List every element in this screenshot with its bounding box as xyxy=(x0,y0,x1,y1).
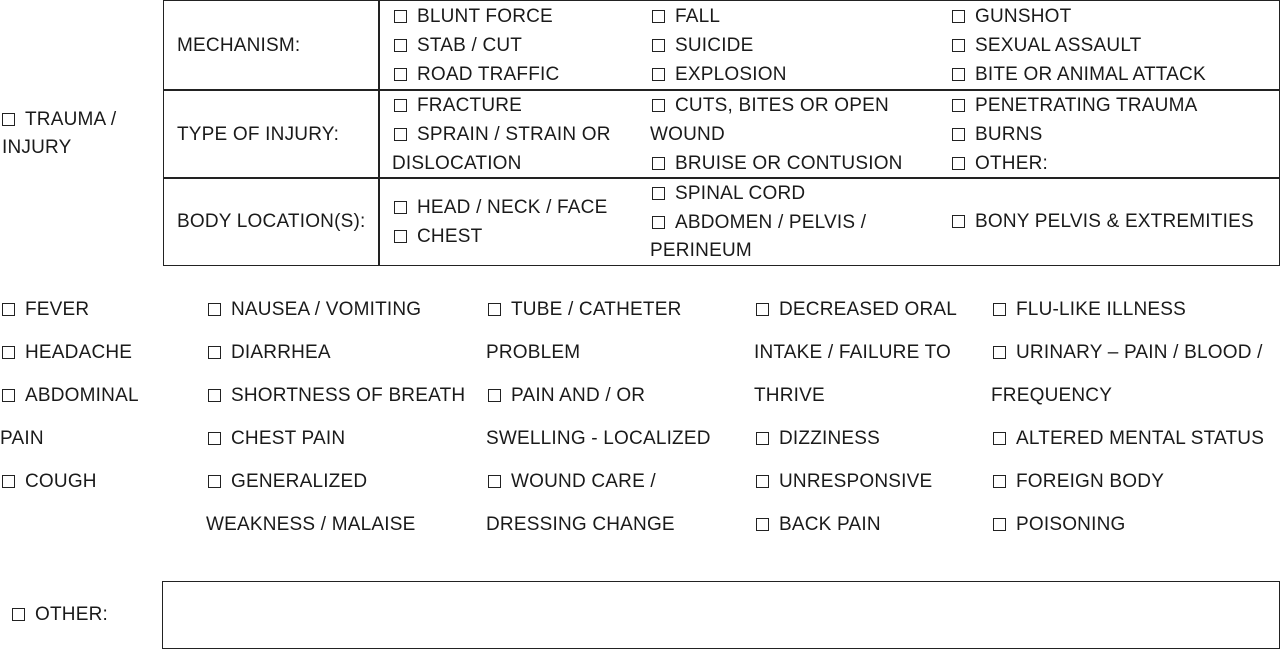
option-label-cont: PAIN xyxy=(0,428,44,449)
checkbox[interactable] xyxy=(952,10,965,23)
checkbox-item[interactable] xyxy=(756,460,957,503)
mechanism-col3 xyxy=(952,2,1206,89)
option-label: SPINAL CORD xyxy=(675,183,806,204)
body-location-label: BODY LOCATION(S): xyxy=(177,211,366,232)
checkbox-item[interactable] xyxy=(993,417,1264,460)
option-label: BONY PELVIS & EXTREMITIES xyxy=(975,211,1254,232)
checkbox-item[interactable] xyxy=(652,149,903,178)
option-label: ABDOMINAL xyxy=(25,385,139,406)
option-label: DECREASED ORAL xyxy=(779,299,958,320)
option-label: SEXUAL ASSAULT xyxy=(975,35,1142,56)
checkbox[interactable] xyxy=(2,303,15,316)
checkbox-item[interactable] xyxy=(652,208,866,237)
checkbox-item[interactable] xyxy=(488,288,711,331)
checkbox[interactable] xyxy=(993,432,1006,445)
checkbox-item[interactable] xyxy=(652,179,805,208)
checkbox-item[interactable] xyxy=(756,503,957,546)
option-label-cont: SWELLING - LOCALIZED xyxy=(486,428,711,449)
option-label: FLU-LIKE ILLNESS xyxy=(1016,299,1187,320)
checkbox-item[interactable] xyxy=(394,91,611,120)
option-label-cont: FREQUENCY xyxy=(991,385,1113,406)
checkbox[interactable] xyxy=(993,518,1006,531)
option-label: FRACTURE xyxy=(417,95,523,116)
option-label: NAUSEA / VOMITING xyxy=(231,299,422,320)
option-label: DIARRHEA xyxy=(231,342,331,363)
checkbox-item[interactable] xyxy=(952,31,1206,60)
symptoms-col4 xyxy=(756,288,957,546)
option-label-cont: DISLOCATION xyxy=(392,153,522,174)
checkbox[interactable] xyxy=(952,215,965,228)
option-label: FALL xyxy=(675,6,721,27)
checkbox-item[interactable] xyxy=(652,60,787,89)
option-label: FEVER xyxy=(25,299,90,320)
checkbox-item[interactable] xyxy=(2,331,139,374)
option-label: ALTERED MENTAL STATUS xyxy=(1016,428,1265,449)
checkbox-item[interactable] xyxy=(952,60,1206,89)
checkbox-item[interactable] xyxy=(652,31,787,60)
option-label: COUGH xyxy=(25,471,97,492)
checkbox-item[interactable] xyxy=(952,207,1254,236)
checkbox[interactable] xyxy=(652,99,665,112)
option-label: URINARY – PAIN / BLOOD / xyxy=(1016,342,1263,363)
trauma-label-cont: INJURY xyxy=(2,137,72,158)
option-label: PAIN AND / OR xyxy=(511,385,646,406)
option-label-cont: DRESSING CHANGE xyxy=(486,514,675,535)
checkbox[interactable] xyxy=(993,303,1006,316)
checkbox[interactable] xyxy=(652,157,665,170)
checkbox-item[interactable] xyxy=(2,288,139,331)
mechanism-col2 xyxy=(652,2,787,89)
checkbox[interactable] xyxy=(488,389,501,402)
option-label: CUTS, BITES OR OPEN xyxy=(675,95,889,116)
checkbox[interactable] xyxy=(394,10,407,23)
type-of-injury-label: TYPE OF INJURY: xyxy=(177,124,340,145)
checkbox[interactable] xyxy=(756,432,769,445)
checkbox[interactable] xyxy=(652,187,665,200)
option-label: HEAD / NECK / FACE xyxy=(417,197,608,218)
option-label-cont: WEAKNESS / MALAISE xyxy=(206,514,416,535)
checkbox[interactable] xyxy=(208,389,221,402)
option-label: CHEST PAIN xyxy=(231,428,346,449)
option-label-cont: PERINEUM xyxy=(650,240,752,261)
option-label: SUICIDE xyxy=(675,35,754,56)
checkbox-item[interactable] xyxy=(2,374,139,417)
option-label: SHORTNESS OF BREATH xyxy=(231,385,466,406)
checkbox[interactable] xyxy=(394,230,407,243)
checkbox-item[interactable] xyxy=(488,460,711,503)
checkbox[interactable] xyxy=(394,99,407,112)
option-label: OTHER: xyxy=(975,153,1048,174)
checkbox[interactable] xyxy=(2,389,15,402)
checkbox[interactable] xyxy=(952,99,965,112)
checkbox[interactable] xyxy=(2,475,15,488)
checkbox-item[interactable] xyxy=(394,120,611,149)
checkbox-item[interactable] xyxy=(2,460,139,503)
other-checkbox-item[interactable] xyxy=(12,600,108,629)
checkbox-item[interactable] xyxy=(208,417,465,460)
trauma-injury-checkbox-item[interactable] xyxy=(2,105,116,134)
option-label: WOUND CARE / xyxy=(511,471,656,492)
option-label: FOREIGN BODY xyxy=(1016,471,1165,492)
checkbox[interactable] xyxy=(488,303,501,316)
option-label: BRUISE OR CONTUSION xyxy=(675,153,903,174)
symptoms-col3 xyxy=(488,288,711,546)
trauma-label: TRAUMA / xyxy=(25,109,117,130)
checkbox[interactable] xyxy=(488,475,501,488)
checkbox[interactable] xyxy=(208,475,221,488)
option-label: HEADACHE xyxy=(25,342,133,363)
option-label: GENERALIZED xyxy=(231,471,368,492)
option-label: ROAD TRAFFIC xyxy=(417,64,560,85)
checkbox-item[interactable] xyxy=(952,149,1197,178)
checkbox[interactable] xyxy=(993,475,1006,488)
checkbox[interactable] xyxy=(952,68,965,81)
checkbox[interactable] xyxy=(952,128,965,141)
trauma-checkbox[interactable] xyxy=(2,113,15,126)
injury-col1 xyxy=(394,91,611,149)
checkbox-item[interactable] xyxy=(394,31,559,60)
checkbox[interactable] xyxy=(993,346,1006,359)
checkbox-item[interactable] xyxy=(488,374,711,417)
option-label-cont: WOUND xyxy=(650,124,725,145)
checkbox-item[interactable] xyxy=(993,288,1264,331)
checkbox[interactable] xyxy=(952,39,965,52)
checkbox[interactable] xyxy=(652,39,665,52)
checkbox-item[interactable] xyxy=(756,288,957,331)
option-label: TUBE / CATHETER xyxy=(511,299,682,320)
mechanism-label: MECHANISM: xyxy=(177,35,301,56)
other-checkbox[interactable] xyxy=(12,608,25,621)
checkbox[interactable] xyxy=(208,432,221,445)
symptoms-col1 xyxy=(2,288,139,503)
option-label: POISONING xyxy=(1016,514,1126,535)
other-text-field[interactable] xyxy=(162,581,1280,649)
option-label: BLUNT FORCE xyxy=(417,6,553,27)
table-divider-vertical xyxy=(378,0,380,266)
checkbox-item[interactable] xyxy=(394,2,559,31)
checkbox[interactable] xyxy=(952,157,965,170)
checkbox-item[interactable] xyxy=(208,288,465,331)
checkbox-item[interactable] xyxy=(993,331,1264,374)
option-label: EXPLOSION xyxy=(675,64,787,85)
checkbox-item[interactable] xyxy=(993,460,1264,503)
checkbox[interactable] xyxy=(208,346,221,359)
checkbox-item[interactable] xyxy=(952,91,1197,120)
option-label-cont: PROBLEM xyxy=(486,342,581,363)
other-label: OTHER: xyxy=(35,604,108,625)
checkbox[interactable] xyxy=(208,303,221,316)
checkbox-item[interactable] xyxy=(756,417,957,460)
option-label-cont: INTAKE / FAILURE TO xyxy=(754,342,952,363)
option-label: BACK PAIN xyxy=(779,514,881,535)
symptoms-col2 xyxy=(208,288,465,546)
option-label: STAB / CUT xyxy=(417,35,523,56)
option-label: BITE OR ANIMAL ATTACK xyxy=(975,64,1206,85)
checkbox-item[interactable] xyxy=(952,120,1197,149)
checkbox[interactable] xyxy=(394,39,407,52)
checkbox-item[interactable] xyxy=(208,331,465,374)
option-label: SPRAIN / STRAIN OR xyxy=(417,124,611,145)
checkbox-item[interactable] xyxy=(952,2,1206,31)
option-label: DIZZINESS xyxy=(779,428,881,449)
option-label: CHEST xyxy=(417,226,483,247)
checkbox[interactable] xyxy=(652,216,665,229)
checkbox-item[interactable] xyxy=(652,91,889,120)
checkbox-item[interactable] xyxy=(993,503,1264,546)
checkbox[interactable] xyxy=(756,518,769,531)
injury-col3 xyxy=(952,91,1197,178)
checkbox-item[interactable] xyxy=(394,193,607,222)
mechanism-col1 xyxy=(394,2,559,89)
checkbox-item[interactable] xyxy=(394,60,559,89)
option-label: GUNSHOT xyxy=(975,6,1072,27)
checkbox[interactable] xyxy=(394,68,407,81)
option-label: BURNS xyxy=(975,124,1043,145)
checkbox[interactable] xyxy=(756,475,769,488)
checkbox-item[interactable] xyxy=(208,374,465,417)
option-label-cont: THRIVE xyxy=(754,385,825,406)
checkbox[interactable] xyxy=(394,201,407,214)
option-label: ABDOMEN / PELVIS / xyxy=(675,212,867,233)
checkbox-item[interactable] xyxy=(208,460,465,503)
option-label: UNRESPONSIVE xyxy=(779,471,933,492)
checkbox[interactable] xyxy=(394,128,407,141)
checkbox[interactable] xyxy=(652,10,665,23)
location-col1 xyxy=(394,193,607,251)
checkbox[interactable] xyxy=(2,346,15,359)
symptoms-col5 xyxy=(993,288,1264,546)
checkbox-item[interactable] xyxy=(394,222,607,251)
checkbox-item[interactable] xyxy=(652,2,787,31)
option-label: PENETRATING TRAUMA xyxy=(975,95,1198,116)
checkbox[interactable] xyxy=(652,68,665,81)
checkbox[interactable] xyxy=(756,303,769,316)
